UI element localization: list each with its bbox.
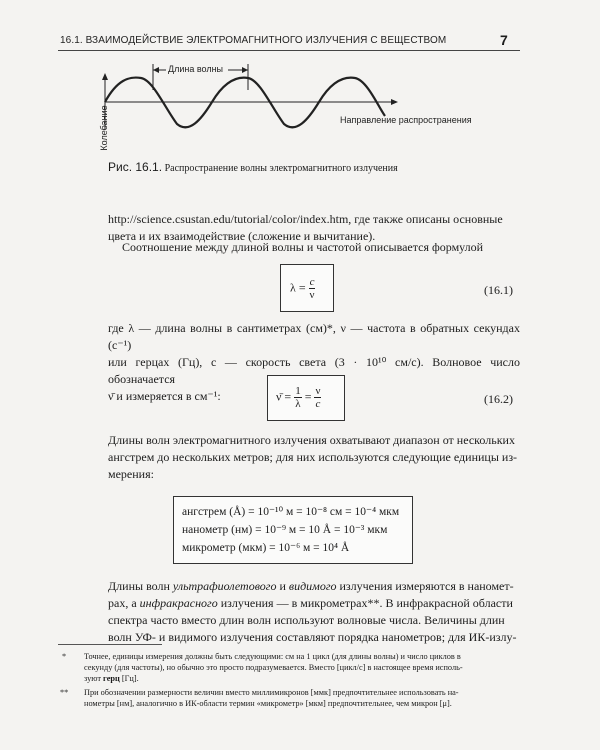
footnote-line: нометры [нм], аналогично в ИК-области термин «микрометр» [мкм] предпочтительнее, чем микрон [μ]. [84, 699, 452, 708]
text-span: рах, а [108, 596, 140, 610]
footnote-line: секунду (для частоты), но обычно это просто подразумевается. Вместо [цикл/с] в настоящее время исполь- [84, 663, 463, 672]
text-line: где λ — длина волны в сантиметрах (см)*, ν — частота в обратных секундах (с⁻¹) [108, 321, 520, 352]
eq2-denominator-2: c [315, 398, 321, 410]
footnote-2-mark: ** [60, 688, 69, 697]
amplitude-label: Колебание [99, 105, 109, 151]
text-span: и [276, 579, 289, 593]
text-line: ν̄ и измеряется в см⁻¹: [108, 389, 221, 403]
eq2-denominator-1: λ [295, 398, 301, 410]
footnote-line: Точнее, единицы измерения должны быть следующими: см на 1 цикл (для длины волны) и число циклов в [84, 652, 461, 661]
footnote-line: При обозначении размерности величин вместо миллимикронов [ммк] предпочтительнее использовать на- [84, 688, 459, 697]
eq1-denominator: ν [309, 289, 315, 301]
wavelength-arrowhead-left [153, 67, 159, 73]
eq2-numerator-2: ν [315, 385, 321, 397]
eq2-lhs: ν̄ = [276, 389, 292, 404]
eq1-fraction [309, 276, 316, 301]
paragraph-2: Соотношение между длиной волны и частотой описывается формулой [122, 240, 484, 254]
term-visible: видимого [288, 579, 337, 593]
units-box [173, 496, 413, 564]
paragraph-5 [108, 578, 520, 646]
text-line: мерения: [108, 467, 154, 481]
term-ultraviolet: ультрафиолетового [172, 579, 277, 593]
wavelength-label: Длина волны [168, 64, 224, 74]
equation-16-1 [290, 276, 315, 301]
text-span: излучения измеряются в наномет- [336, 579, 514, 593]
equation-16-2-number: (16.2) [484, 392, 513, 406]
footnote-2 [84, 687, 520, 709]
eq2-numerator-1: 1 [295, 385, 301, 397]
amplitude-axis-arrowhead [102, 73, 108, 80]
page-number: 7 [500, 32, 508, 48]
unit-nanometer: нанометр (нм) = 10⁻⁹ м = 10 Å = 10⁻³ мкм [182, 524, 388, 536]
unit-angstrom: ангстрем (Å) = 10⁻¹⁰ м = 10⁻⁸ см = 10⁻⁴ мкм [182, 506, 400, 518]
text-line: Длины волн электромагнитного излучения охватывают диапазон от нескольких [108, 433, 515, 447]
eq2-fraction-2 [314, 385, 321, 410]
header-rule [58, 50, 520, 51]
eq2-fraction-1 [294, 385, 302, 410]
equation-16-1-number: (16.1) [484, 283, 513, 297]
direction-label: Направление распространения [340, 115, 472, 125]
unit-micrometer: микрометр (мкм) = 10⁻⁶ м = 10⁴ Å [182, 542, 350, 554]
eq2-equals: = [304, 389, 312, 404]
footnote-1-mark: * [62, 652, 67, 661]
eq1-lhs: λ = [290, 280, 306, 295]
eq1-numerator: c [309, 276, 315, 288]
footnote-rule [58, 644, 162, 645]
term-infrared: инфракрасного [139, 596, 218, 610]
running-header: 16.1. ВЗАИМОДЕЙСТВИЕ ЭЛЕКТРОМАГНИТНОГО ИЗЛУЧЕНИЯ С ВЕЩЕСТВОМ [60, 35, 447, 46]
text-line: волн УФ- и видимого излучения составляют порядка нанометров; для ИК-излу- [108, 630, 517, 644]
text-line [108, 578, 520, 595]
text-line: или герцах (Гц), c — скорость света (3 · 10¹⁰ см/с). Волновое число обозначается [108, 355, 520, 386]
caption-number: Рис. 16.1. [108, 160, 163, 174]
wavelength-arrowhead-right [242, 67, 248, 73]
propagation-axis-arrowhead [391, 99, 398, 105]
text-span: излучения — в микрометрах**. В инфракрасной области [217, 596, 513, 610]
equation-16-2 [276, 385, 321, 410]
text-span: [Гц]. [119, 674, 139, 683]
caption-text: Распространение волны электромагнитного излучения [164, 163, 398, 174]
paragraph-4 [108, 432, 520, 483]
term-hertz: герц [103, 674, 120, 683]
text-line: ангстрем до нескольких метров; для них используются следующие единицы из- [108, 450, 518, 464]
text-line: цвета и их взаимодействие (сложение и вычитание). [108, 229, 376, 243]
text-span: Длины волн [108, 579, 173, 593]
footnote-1 [84, 651, 520, 684]
equation-16-1-box [280, 264, 334, 312]
figure-caption [108, 160, 398, 174]
footnote-line [84, 673, 520, 684]
text-line: спектра часто вместо длин волн используют волновые числа. Величины длин [108, 613, 505, 627]
text-line: http://science.csustan.edu/tutorial/color/index.htm, где также описаны основные [108, 212, 503, 226]
wave-figure [95, 58, 515, 153]
equation-16-2-box [267, 375, 345, 421]
text-span: зуют [84, 674, 104, 683]
text-line [108, 595, 520, 612]
